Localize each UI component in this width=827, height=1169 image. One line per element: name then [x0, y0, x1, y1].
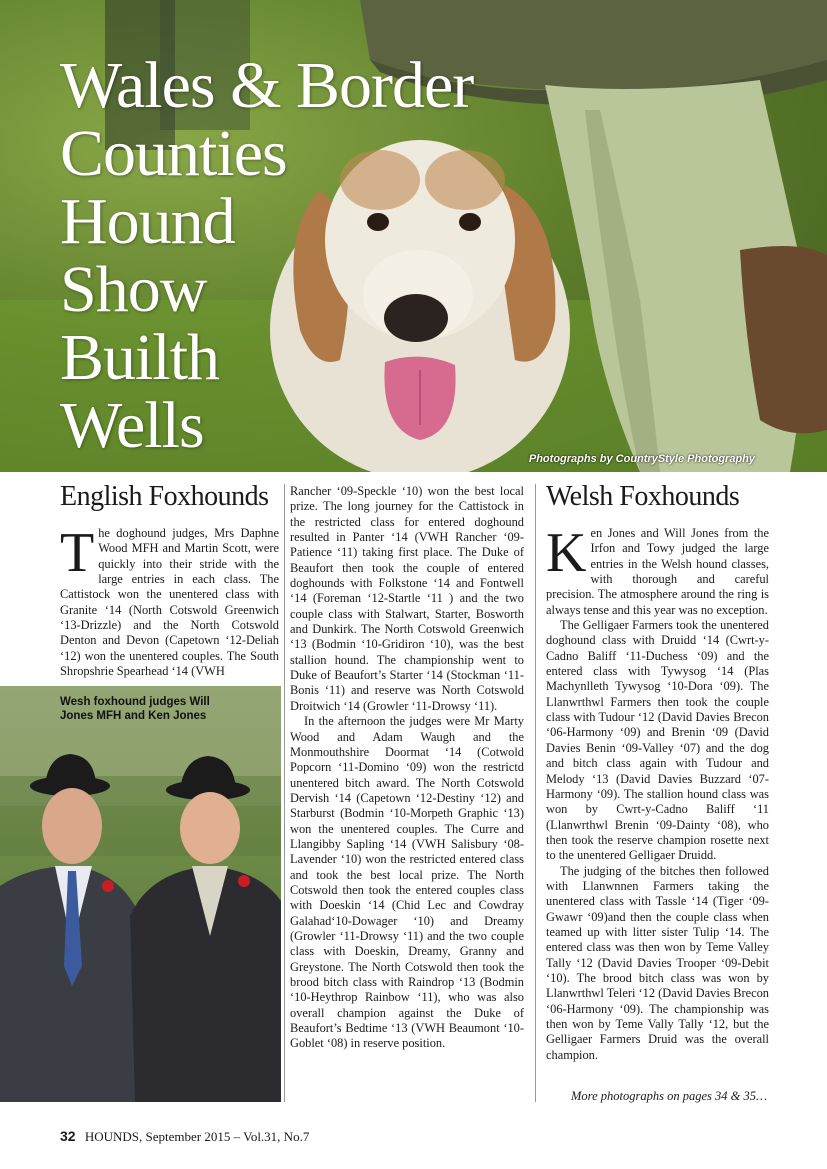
drop-cap: K: [546, 522, 587, 584]
column-english-foxhounds: [60, 480, 279, 679]
more-photos-note: More photographs on pages 34 & 35…: [571, 1089, 768, 1103]
paragraph: [60, 522, 279, 679]
section-heading: English Foxhounds: [60, 481, 269, 512]
paragraph: In the afternoon the judges were Mr Marty Wood and Adam Waugh and the Monmouthshire Doormat ‘14 (Cotwold Popcorn ‘11-Domino ‘09) won the restrictd unentered bitch award. The North Cotswold Dervish ‘14 (Capetown ‘12-Destiny ‘12) and Starburst (Bodmin ‘10-Morpeth Graphic ‘13) won the unentered couples. The Curre and Llangibby Sapling ‘14 (VWH Salisbury ‘08-Lavender ‘10) won the restricted entered class and took the best local prize. The North Cotswold then took the entered couples class with Doeskin ‘14 (Chid Lec and Cowdray Galahad‘10-Dowager ‘10) and Dreamy (Growler ‘11-Drowsy ‘11) and the two couple class with Doeskin, Dreamy, Granny and Greystone. The North Cotswold then took the brood bitch class with Raindrop ‘13 (Bodmin ‘10-Heythrop Rainbow ‘11), who was also overall champion against the Duke of Beaufort’s Bedtime ‘13 (VWH Beaumont ‘10-Goblet ‘08) in reserve position.: [290, 714, 524, 1051]
page-footer: [60, 1128, 309, 1145]
column-divider: [535, 484, 536, 1102]
paragraph-text: he doghound judges, Mrs Daphne Wood MFH and Martin Scott, were quickly into their stride with the large entries in each class. The Cattistock won the unentered class with Granite ‘14 (North Cotswold Greenwich ‘13-Drizzle) and the North Cotswold Denton and Devon (Capetown ‘12-Deliah ‘12) won the unentered couples. The South Shropshrie Spearhead ‘14 (VWH: [60, 526, 279, 679]
title-line: Wells: [60, 389, 204, 462]
title-line: Show: [60, 253, 207, 326]
column-divider: [284, 484, 285, 1102]
article-title: [60, 49, 474, 462]
title-line: Builth: [60, 321, 220, 394]
paragraph-text: en Jones and Will Jones from the Irfon and Towy judged the large entries in the Welsh hound classes, with thorough and careful precision. The atmosphere around the ring is always tense and this year was no exception.: [546, 526, 769, 617]
title-line: Hound: [60, 185, 235, 258]
publication-info: HOUNDS, September 2015 – Vol.31, No.7: [84, 1129, 310, 1144]
title-line: Wales & Border: [60, 49, 474, 122]
page-number: 32: [60, 1128, 76, 1144]
drop-cap: T: [60, 522, 95, 584]
judges-photo-illustration: [0, 686, 281, 1102]
judges-photo: [0, 686, 281, 1102]
hero-photo: [0, 0, 827, 472]
paragraph: The Gelligaer Farmers took the unentered doghound class with Druidd ‘14 (Cwrt-y-Cadno Baliff ‘11-Duchess ‘09) and the entered class with Tywysog ‘14 (Plas Machynlleth Tywysog ‘10-Dora ‘09). The Llanwrthwl Farmers then took the couple class with Tudour ‘12 (David Davies Brecon ‘06-Harmony ‘09) and Brenin ‘09 (David Davies Benin ‘09-Valley ‘07) and the dog and bitch class again with Tudour and Melody ‘13 (David Davies Buzzard ‘07-Harmony ‘09). The stallion hound class was won by Cwrt-y-Cadno Baliff ‘11 (Llanwrthwl Brenin ‘09-Dainty ‘08), who then took the reserve champion rosette next to the unentered Gelligaer Druidd.: [546, 618, 769, 863]
photo-caption: Wesh foxhound judges Will Jones MFH and Ken Jones: [60, 696, 210, 722]
title-line: Counties: [60, 117, 287, 190]
paragraph: Rancher ‘09-Speckle ‘10) won the best local prize. The long journey for the Cattistock in the restricted class for entered doghound resulted in Panter ‘14 (VWH Rancher ‘09-Patience ‘11) taking first place. The Duke of Beaufort then took the couple of entered doghounds with Folkstone ‘14 and Fontwell ‘14 (Foreman ‘12-Startle ‘11 ) and the two couple class with Stalwart, Starter, Bosworth and Dunkirk. The North Cotswold Greenwich ‘13 (Bodmin ‘10-Gridiron ‘10), was the best stallion hound. The championship went to Duke of Beaufort’s Starter ‘14 (Stockman ‘11-Bonis ‘11) and reserve was North Cotswold Droitwich ‘14 (Growler ‘11-Drowsy ‘11).: [290, 484, 524, 713]
section-heading: Welsh Foxhounds: [546, 481, 740, 512]
photo-credit: Photographs by CountryStyle Photography: [528, 453, 755, 465]
column-continued: [290, 484, 524, 1052]
column-welsh-foxhounds: [546, 480, 769, 1063]
paragraph: [546, 522, 769, 618]
paragraph: The judging of the bitches then followed with Llanwnnen Farmers taking the unentered class with Tassle ‘14 (Tiger ‘09-Gwawr ‘09)and then the couple class when teamed up with litter sister Tulip ‘14. The entered class was then won by Teme Valley Tally ‘12 (David Davies Trooper ‘09-Debit ‘10). The brood bitch class was won by Llanwrthwl Teleri ‘12 (David Davies Brecon ‘06-Harmony ‘09). The championship was then won by Teme Vally Tally ‘12, but the Gelligaer Farmers Druid was the overall champion.: [546, 863, 769, 1062]
